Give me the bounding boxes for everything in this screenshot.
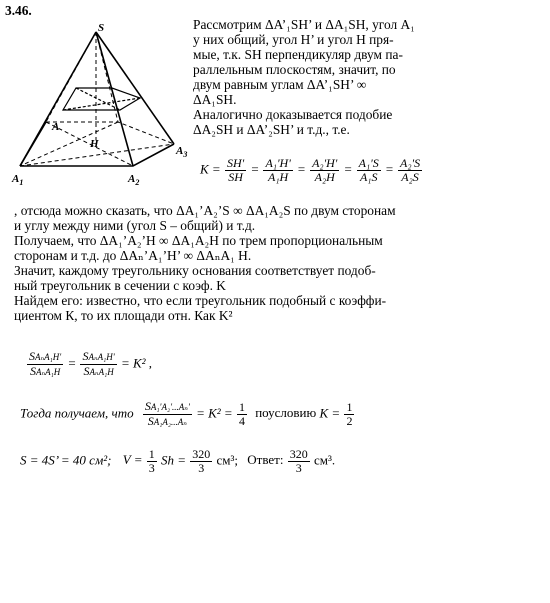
label-A1: $A_1$ <box>12 173 24 187</box>
k-eq: = <box>211 161 221 177</box>
then-lead: Тогда получаем, что <box>20 405 134 421</box>
k-frac-2: $\frac{\text{A₁'H'}}{\text{A₁H}}$ <box>265 156 291 184</box>
para1-line: раллельным плоскостям, значит, по <box>193 62 396 77</box>
k-frac-1: $\frac{SH'}{SH}$ <box>226 156 245 184</box>
problem-number: 3.46. <box>5 3 32 18</box>
para2-line: и углу между ними (угол S – общий) и т.д. <box>14 218 256 233</box>
paragraph-1 <box>193 17 433 137</box>
para2-line: Получаем, что ΔA₁’A₂’H ∞ ΔA₁A₂H по трем пропорциональным <box>14 233 383 248</box>
then-cond: поусловию <box>255 405 317 421</box>
pyramid-section <box>63 88 140 110</box>
label-S: S <box>98 22 105 34</box>
k-lhs: K <box>200 161 209 177</box>
k-frac-4: $\frac{\text{A₁'S}}{\text{A₁S}}$ <box>358 156 379 184</box>
para1-line: у них общий, угол H’ и угол H пря- <box>193 32 394 47</box>
label-A2: $A_2$ <box>128 173 140 187</box>
para2-line: Найдем его: известно, что если треугольник подобный с коэффи- <box>14 293 387 308</box>
pyramid-figure <box>8 22 193 192</box>
ratio-frac-1: SAₙA₁H' SAₙA₁H <box>29 349 62 378</box>
ratio-tail: = K² , <box>120 355 153 371</box>
paragraph-2 <box>14 203 434 323</box>
para2-line: сторонам и т.д. до ΔAₙ’A₁’H’ ∞ ΔAₙA₁ H. <box>14 248 252 263</box>
k-formula: K = $\frac{SH'}{SH}$ = $\frac{\text{A₁'H'}}{\text{A₁H}}$ = $\frac{\text{A₂'H'}}{\text{A₂H}}$ = $\frac{\text{A₁'S}}{\text{A₁S}}$ = $\frac{\text{A₂'S}}{\text{A₂S}}$ <box>200 156 421 184</box>
area-ratio-formula: SAₙA₁H' SAₙA₁H = SAₙA₁H' SAₙA₁H = K² , <box>29 349 153 378</box>
para1-line: мые, т.к. SH перпендикуляр двум па- <box>193 47 403 62</box>
label-H: H <box>90 138 99 150</box>
para1-line: ΔA₂SH и ΔA’₂SH’ и т.д., т.е. <box>193 122 350 137</box>
final-v: V = <box>122 452 143 468</box>
then-quarter: $\frac{1}{4}$ <box>238 400 245 428</box>
answer-unit: см³. <box>313 452 336 468</box>
para2-line: Значит, каждому треугольнику основания соответствует подоб- <box>14 263 376 278</box>
para2-line: циентом К, то их площади отн. Как K² <box>14 308 233 323</box>
final-volume: $\frac{320}{3}$ <box>192 447 211 475</box>
final-third: $\frac{1}{3}$ <box>148 447 155 475</box>
para2-line: , отсюда можно сказать, что ΔA₁’A₂’S ∞ ΔA₁A₂S по двум сторонам <box>14 203 396 218</box>
para1-line: ΔA₁SH. <box>193 92 237 107</box>
answer-label: Ответ: <box>247 452 284 468</box>
para1-line: Рассмотрим ΔA’₁SH’ и ΔA₁SH, угол A₁ <box>193 17 415 32</box>
k-frac-5: $\frac{\text{A₂'S}}{\text{A₂S}}$ <box>400 156 421 184</box>
label-A3: $A_3$ <box>176 145 188 159</box>
then-frac: $\frac{\text{SA₁'A₂'...Aₙ'}}{\text{SA₁A₂...Aₙ}}$ <box>144 399 190 428</box>
para2-line: ный треугольник в сечении с коэф. K <box>14 278 226 293</box>
then-formula <box>20 400 355 429</box>
para1-line: Аналогично доказывается подобие <box>193 107 393 122</box>
final-sh: Sh = <box>160 452 186 468</box>
final-formula <box>20 448 335 475</box>
answer-value: $\frac{320}{3}$ <box>289 447 308 475</box>
then-half: $\frac{1}{2}$ <box>346 400 353 428</box>
label-A: A <box>52 121 60 133</box>
final-v-unit: см³; <box>216 452 239 468</box>
final-s: S = 4S’ = 40 см²; <box>20 452 112 468</box>
ratio-frac-2: SAₙA₁H' SAₙA₁H <box>82 349 115 378</box>
then-mid: = K² = <box>196 405 233 421</box>
k-frac-3: $\frac{\text{A₂'H'}}{\text{A₂H}}$ <box>312 156 338 184</box>
para1-line: двум равным углам ΔA’₁SH’ ∞ <box>193 77 367 92</box>
then-k: K = <box>319 405 341 421</box>
